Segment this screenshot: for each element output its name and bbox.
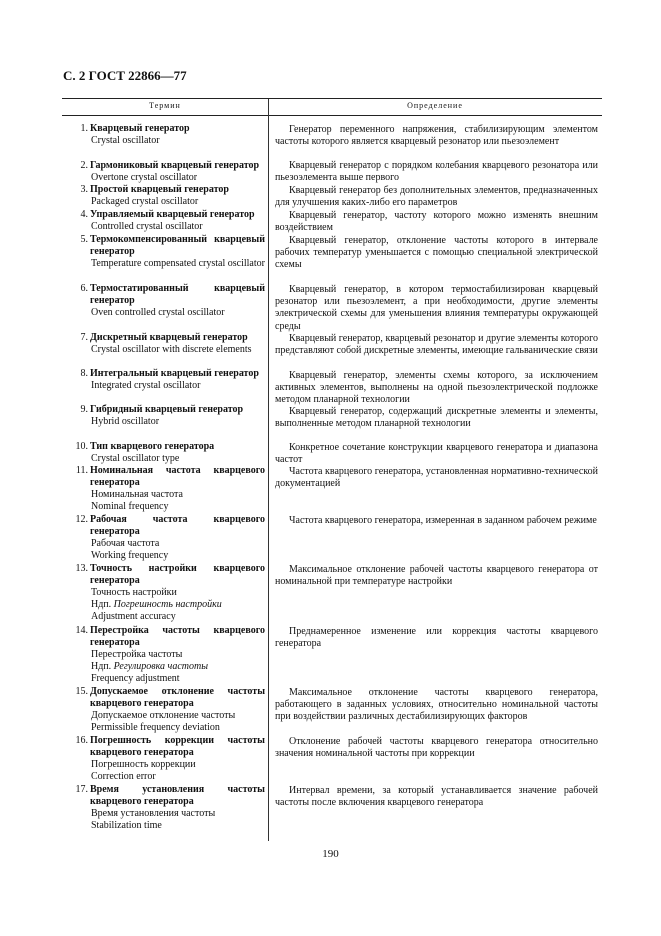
- term-number: 7.: [80, 332, 88, 343]
- term-title: Кварцевый генератор: [90, 123, 190, 134]
- term-entry: [64, 514, 265, 562]
- table-top-rule: [62, 98, 602, 99]
- term-title: Термокомпенсированный кварцевый генератор: [90, 234, 265, 257]
- column-header-term: Термин: [149, 101, 181, 110]
- term-definition: Частота кварцевого генератора, измеренная в заданном рабочем режиме: [289, 515, 597, 526]
- term-entry: [64, 404, 265, 428]
- term-definition: Отклонение рабочей частоты кварцевого генератора относительно значения номинальной частоты при коррекции: [275, 736, 598, 760]
- term-synonym: Hybrid oscillator: [91, 416, 160, 427]
- term-title: Гибридный кварцевый генератор: [90, 404, 244, 415]
- term-title: Тип кварцевого генератора: [90, 441, 215, 452]
- term-entry: [64, 563, 265, 623]
- term-entry: [64, 123, 265, 147]
- term-definition: Кварцевый генератор без дополнительных элементов, предназначенных для улучшения каких-либо его параметров: [275, 185, 598, 209]
- term-synonym: Working frequency: [91, 550, 169, 561]
- term-synonym: Ндп. Погрешность настройки: [91, 599, 222, 610]
- term-synonym: Temperature compensated crystal oscillator: [91, 258, 265, 269]
- term-entry: [64, 368, 265, 392]
- term-entry: [64, 160, 265, 184]
- term-number: 6.: [80, 283, 88, 294]
- term-entry: [64, 184, 265, 208]
- column-divider: [268, 99, 269, 841]
- term-synonym: Точность настройки: [91, 587, 177, 598]
- term-number: 9.: [80, 404, 88, 415]
- term-synonym: Время установления частоты: [91, 808, 216, 819]
- term-synonym: Допускаемое отклонение частоты: [91, 710, 236, 721]
- term-entry: [64, 686, 265, 734]
- term-entry: [64, 465, 265, 513]
- term-synonym: Integrated crystal oscillator: [91, 380, 201, 391]
- term-entry: [64, 441, 265, 465]
- term-title: Управляемый кварцевый генератор: [90, 209, 255, 220]
- term-definition: Максимальное отклонение рабочей частоты кварцевого генератора от номинальной при температуре настройки: [275, 564, 598, 588]
- term-definition: Кварцевый генератор, элементы схемы которого, за исключением активных элементов, выполнены на одной пьезоэлектрической подложке методом планарной технологии: [275, 370, 598, 406]
- term-synonym: Ндп. Регулировка частоты: [91, 661, 208, 672]
- term-number: 5.: [80, 234, 88, 245]
- term-synonym: Correction error: [91, 771, 156, 782]
- term-entry: [64, 234, 265, 270]
- term-entry: [64, 332, 265, 356]
- term-title: Гармониковый кварцевый генератор: [90, 160, 260, 171]
- term-definition: Генератор переменного напряжения, стабилизирующим элементом частоты которого является кварцевый резонатор или пьезоэлемент: [275, 124, 598, 148]
- term-definition: Кварцевый генератор, отклонение частоты которого в интервале рабочих температур уменьшается с помощью специальной электрической схемы: [275, 235, 598, 271]
- term-definition: Максимальное отклонение частоты кварцевого генератора, работающего в заданных условиях, относительно номинальной частоты при воздействии различных дестабилизирующих факторов: [275, 687, 598, 723]
- term-number: 13.: [75, 563, 88, 574]
- term-synonym: Погрешность коррекции: [91, 759, 196, 770]
- term-synonym: Controlled crystal oscillator: [91, 221, 203, 232]
- term-number: 2.: [80, 160, 88, 171]
- term-synonym: Stabilization time: [91, 820, 162, 831]
- term-synonym: Crystal oscillator type: [91, 453, 180, 464]
- term-definition: Кварцевый генератор с порядком колебания кварцевого резонатора или пьезоэлемента выше первого: [275, 160, 598, 184]
- term-number: 8.: [80, 368, 88, 379]
- term-title: Интегральный кварцевый генератор: [90, 368, 259, 379]
- term-synonym: Рабочая частота: [91, 538, 160, 549]
- page-header: С. 2 ГОСТ 22866—77: [63, 68, 187, 83]
- term-number: 15.: [75, 686, 88, 697]
- term-number: 11.: [75, 465, 88, 476]
- term-entry: [64, 625, 265, 685]
- term-title: Погрешность коррекции частоты кварцевого генератора: [90, 735, 265, 758]
- term-title: Перестройка частоты кварцевого генератора: [90, 625, 265, 648]
- term-synonym: Packaged crystal oscillator: [91, 196, 199, 207]
- term-synonym: Nominal frequency: [91, 501, 169, 512]
- term-synonym: Frequency adjustment: [91, 673, 180, 684]
- table-header-rule: [62, 115, 602, 116]
- term-synonym: Oven controlled crystal oscillator: [91, 307, 225, 318]
- term-number: 10.: [75, 441, 88, 452]
- term-definition: Кварцевый генератор, в котором термостабилизирован кварцевый резонатор или пьезоэлемент, а при необходимости, другие элементы электрической схемы для уменьшения влияния температуры окружающей среды: [275, 284, 598, 332]
- term-number: 4.: [80, 209, 88, 220]
- term-title: Точность настройки кварцевого генератора: [90, 563, 265, 586]
- term-entry: [64, 283, 265, 319]
- term-number: 1.: [80, 123, 88, 134]
- term-definition: Конкретное сочетание конструкции кварцевого генератора и диапазона частот: [275, 442, 598, 466]
- term-synonym: Crystal oscillator with discrete elements: [91, 344, 252, 355]
- term-definition: Кварцевый генератор, частоту которого можно изменять внешним воздействием: [275, 210, 598, 234]
- term-title: Время установления частоты кварцевого генератора: [90, 784, 265, 807]
- term-title: Рабочая частота кварцевого генератора: [90, 514, 265, 537]
- term-synonym: Перестройка частоты: [91, 649, 183, 660]
- term-definition: Интервал времени, за который устанавливается значение рабочей частоты после включения кварцевого генератора: [275, 785, 598, 809]
- term-synonym: Crystal oscillator: [91, 135, 160, 146]
- term-entry: [64, 735, 265, 783]
- term-number: 3.: [80, 184, 88, 195]
- column-header-definition: Определение: [407, 101, 463, 110]
- term-title: Простой кварцевый генератор: [90, 184, 229, 195]
- term-definition: Кварцевый генератор, кварцевый резонатор и другие элементы которого представляют собой дискретные элементы, имеющие гальванические связи: [275, 333, 598, 357]
- term-number: 12.: [75, 514, 88, 525]
- term-definition: Частота кварцевого генератора, установленная нормативно-технической документацией: [275, 466, 598, 490]
- term-synonym: Adjustment accuracy: [91, 611, 176, 622]
- term-title: Термостатированный кварцевый генератор: [90, 283, 265, 306]
- term-definition: Преднамеренное изменение или коррекция частоты кварцевого генератора: [275, 626, 598, 650]
- term-synonym: Overtone crystal oscillator: [91, 172, 198, 183]
- term-synonym: Permissible frequency deviation: [91, 722, 220, 733]
- term-title: Номинальная частота кварцевого генератора: [90, 465, 265, 488]
- term-entry: [64, 784, 265, 832]
- page-number: 190: [322, 848, 339, 860]
- term-title: Дискретный кварцевый генератор: [90, 332, 248, 343]
- term-number: 17.: [75, 784, 88, 795]
- term-synonym: Номинальная частота: [91, 489, 183, 500]
- term-definition: Кварцевый генератор, содержащий дискретные элементы и элементы, выполненные методом планарной технологии: [275, 406, 598, 430]
- term-entry: [64, 209, 265, 233]
- term-number: 14.: [75, 625, 88, 636]
- term-number: 16.: [75, 735, 88, 746]
- term-title: Допускаемое отклонение частоты кварцевого генератора: [90, 686, 265, 709]
